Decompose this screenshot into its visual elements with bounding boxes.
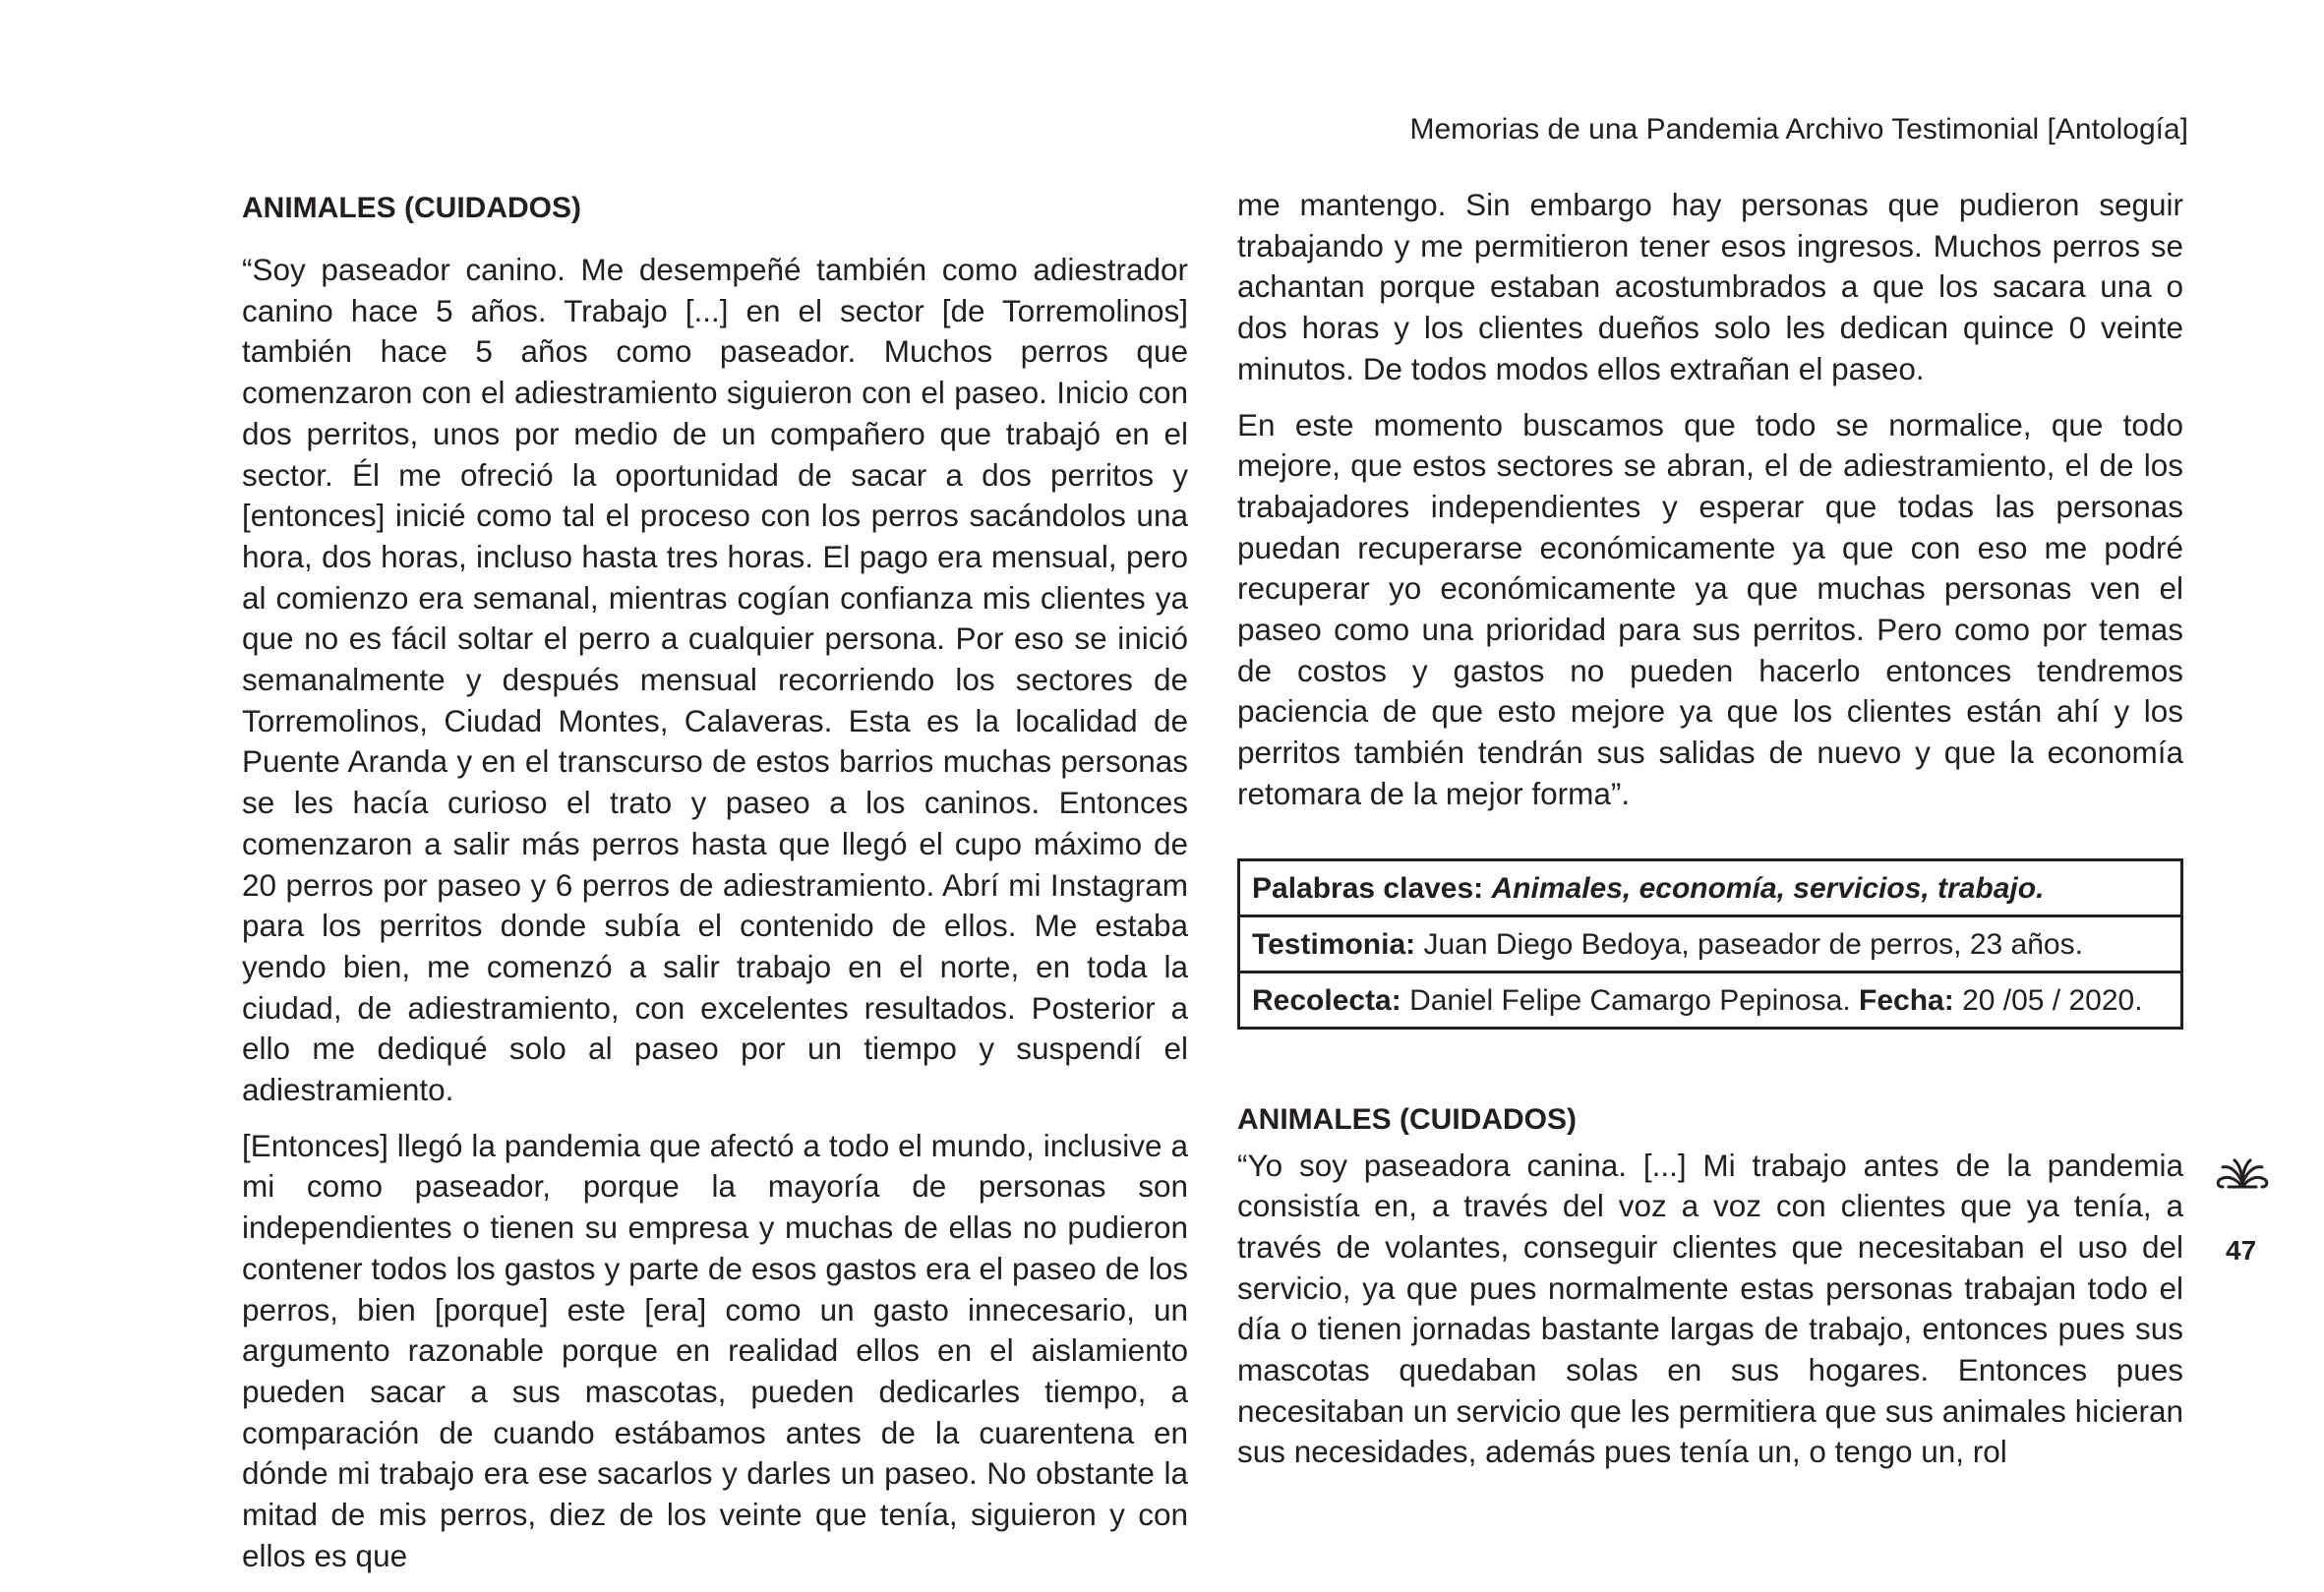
body-paragraph: [Entonces] llegó la pandemia que afectó a todo el mundo, inclusive a mi como paseador, porque la mayoría de personas son independientes o tienen su empresa y muchas de ellas no pudieron contener todos los gastos y parte de esos gastos era el paseo de los perros, bien [porque] este [era] como un gasto innecesario, un argumento razonable porque en realidad ellos en el aislamiento pueden sacar a sus mascotas, pueden dedicarles tiempo, a comparación de cuando estábamos antes de la cuarentena en dónde mi trabajo era ese sacarlos y darles un paseo. No obstante la mitad de mis perros, diez de los veinte que tenía, siguieron y con ellos es que bbox=[242, 1127, 1188, 1573]
testimony-value: Juan Diego Bedoya, paseador de perros, 23 años. bbox=[1423, 927, 2083, 961]
body-paragraph: En este momento buscamos que todo se normalice, que todo mejore, que estos sectores se abran, el de adiestramiento, el de los trabajadores independientes y esperar que todas las personas puedan recuperarse económicamente ya que con eso me podré recuperar yo económicamente ya que muchas personas ven el paseo como una prioridad para sus perritos. Pero como por temas de costos y gastos no pueden hacerlo entonces tendremos paciencia de que esto mejore ya que los clientes están ahí y los perritos también tendrán sus salidas de nuevo y que la economía retomara de la mejor forma”. bbox=[1237, 406, 2183, 811]
date-label: Fecha: bbox=[1859, 983, 1954, 1017]
section-heading: ANIMALES (CUIDADOS) bbox=[242, 192, 581, 224]
collector-value: Daniel Felipe Camargo Pepinosa. bbox=[1409, 983, 1851, 1017]
floral-ornament-icon bbox=[2215, 1157, 2270, 1193]
body-paragraph: me mantengo. Sin embargo hay personas que pudieron seguir trabajando y me permitieron tener esos ingresos. Muchos perros se achantan porque estaban acostumbrados a que los sacara una o dos horas y los clientes dueños solo les dedican quince 0 veinte minutos. De todos modos ellos extrañan el paseo. bbox=[1237, 187, 2183, 386]
left-column bbox=[242, 185, 1188, 1592]
section-heading: ANIMALES (CUIDADOS) bbox=[1237, 1102, 1577, 1136]
testimony-row bbox=[1240, 914, 2180, 971]
testimony-metadata-box bbox=[1237, 858, 2183, 1030]
keywords-label: Palabras claves: bbox=[1252, 871, 1484, 905]
right-column bbox=[1237, 185, 2183, 1488]
body-paragraph: “Soy paseador canino. Me desempeñé también como adiestrador canino hace 5 años. Trabajo [...] en el sector [de Torremolinos] también hace 5 años como paseador. Muchos perros que comenzaron con el adiestramiento siguieron con el paseo. Inicio con dos perritos, unos por medio de un compañero que trabajó en el sector. Él me ofreció la oportunidad de sacar a dos perritos y [entonces] inicié como tal el proceso con los perros sacándolos una hora, dos horas, incluso hasta tres horas. El pago era mensual, pero al comienzo era semanal, mientras cogían confianza mis clientes ya que no es fácil soltar el perro a cualquier persona. Por eso se inició semanalmente y después mensual recorriendo los sectores de Torremolinos, Ciudad Montes, Calaveras. Esta es la localidad de Puente Aranda y en el transcurso de estos barrios muchas personas se les hacía curioso el trato y paseo a los caninos. Entonces comenzaron a salir más perros hasta que llegó el cupo máximo de 20 perros por paseo y 6 perros de adiestramiento. Abrí mi Instagram para los perritos donde subía el contenido de ellos. Me estaba yendo bien, me comenzó a salir trabajo en el norte, en toda la ciudad, de adiestramiento, con excelentes resultados. Posterior a ello me dediqué solo al paseo por un tiempo y suspendí el adiestramiento. bbox=[242, 252, 1188, 1108]
collector-label: Recolecta: bbox=[1252, 983, 1401, 1017]
body-paragraph: “Yo soy paseadora canina. [...] Mi trabajo antes de la pandemia consistía en, a través del voz a voz con clientes que ya tenía, a través de volantes, conseguir clientes que necesitaban el uso del servicio, ya que pues normalmente estas personas trabajan todo el día o tienen jornadas bastante largas de trabajo, entonces pues sus mascotas quedaban solas en sus hogares. Entonces pues necesitaban un servicio que les permitiera que sus animales hicieran sus necesidades, además pues tenía un, o tengo un, rol bbox=[1237, 1147, 2183, 1470]
date-value: 20 /05 / 2020. bbox=[1962, 983, 2143, 1017]
running-header: Memorias de una Pandemia Archivo Testimonial [Antología] bbox=[1409, 113, 2188, 146]
page-number: 47 bbox=[2226, 1235, 2257, 1266]
keywords-row bbox=[1240, 861, 2180, 914]
keywords-value: Animales, economía, servicios, trabajo. bbox=[1491, 871, 2045, 905]
testimony-label: Testimonia: bbox=[1252, 927, 1416, 961]
collector-row bbox=[1240, 971, 2180, 1027]
